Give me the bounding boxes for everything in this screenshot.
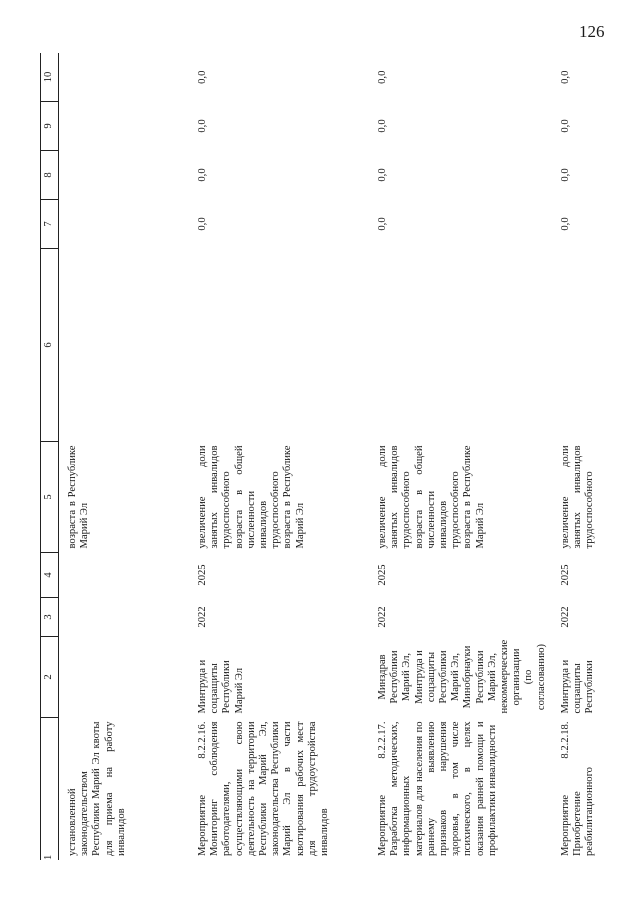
table-row (548, 53, 639, 860)
cell-col-8 (59, 151, 186, 200)
header-col-2: 2 (41, 637, 59, 718)
cell-result: возраста в Республике Марий Эл (67, 445, 91, 549)
cell-col-8: 0,0 (197, 168, 208, 182)
cell-col-10 (59, 53, 186, 102)
cell-start-year (59, 598, 186, 637)
header-col-9: 9 (41, 102, 59, 151)
cell-col-9: 0,0 (197, 119, 208, 133)
cell-end-year (59, 553, 186, 598)
table-row (365, 53, 548, 860)
cell-col-6 (365, 249, 548, 442)
cell-end-year: 2025 (559, 564, 571, 586)
cell-executor (59, 637, 186, 718)
cell-activity: Мероприятие 8.2.2.16. Мониторинг соблюдения работодателями, осуществляющими свою деятельность на территории Республики Марий Эл, законодательства Республики Марий Эл в части квотирования рабочих мест для трудоустройства инвалидов (197, 721, 331, 856)
header-col-3: 3 (41, 598, 59, 637)
cell-col-9: 0,0 (559, 119, 571, 133)
cell-executor: Минтруда и соцзащиты Республики (559, 659, 596, 714)
page-number: 126 (579, 22, 605, 41)
header-col-8: 8 (41, 151, 59, 200)
table-row (59, 53, 186, 860)
cell-col-6 (185, 249, 365, 442)
cell-col-10: 0,0 (197, 70, 208, 84)
cell-col-7: 0,0 (197, 217, 208, 231)
cell-col-9: 0,0 (377, 119, 388, 133)
cell-col-10: 0,0 (377, 70, 388, 84)
header-row (41, 53, 59, 860)
header-col-10: 10 (41, 53, 59, 102)
rotated-table-container (40, 60, 620, 860)
cell-col-6 (59, 249, 186, 442)
cell-start-year: 2022 (377, 606, 388, 628)
cell-col-7: 0,0 (559, 217, 571, 231)
cell-start-year: 2022 (559, 606, 571, 628)
cell-end-year: 2025 (197, 564, 208, 586)
header-col-4: 4 (41, 553, 59, 598)
cell-col-6 (548, 249, 639, 442)
cell-end-year: 2025 (377, 564, 388, 586)
header-col-7: 7 (41, 200, 59, 249)
cell-result: увеличение доли занятых инвалидов трудоспособного возраста в общей численности инвалидов трудоспособного возраста в Республике Марий Эл (197, 445, 306, 549)
cell-result: увеличение доли занятых инвалидов трудоспособного возраста в общей численности инвалидов трудоспособного возраста в Республике Марий Эл (377, 445, 486, 549)
cell-activity: Мероприятие 8.2.2.18. Приобретение реабилитационного (559, 721, 596, 856)
program-table (40, 53, 639, 860)
table-row (185, 53, 365, 860)
header-col-1: 1 (41, 718, 59, 861)
cell-activity: Мероприятие 8.2.2.17. Разработка методических, информационных материалов для населения по раннему выявлению признаков нарушения здоровья, в том числе психического, в целях оказания ранней помощи и профилактики инвалидности (377, 721, 498, 856)
cell-col-7 (59, 200, 186, 249)
cell-executor: Минздрав Республики Марий Эл, Минтруда и соцзащиты Республики Марий Эл, Минобрнауки Республики Марий Эл, некоммерческие организации (по согласованию) (377, 639, 547, 714)
cell-result: увеличение доли занятых инвалидов трудоспособного (559, 445, 596, 549)
header-col-6: 6 (41, 249, 59, 442)
table-header (41, 53, 59, 860)
cell-col-10: 0,0 (559, 70, 571, 84)
header-col-5: 5 (41, 442, 59, 553)
cell-col-9 (59, 102, 186, 151)
cell-executor: Минтруда и соцзащиты Республики Марий Эл (197, 659, 245, 714)
cell-col-8: 0,0 (559, 168, 571, 182)
cell-col-7: 0,0 (377, 217, 388, 231)
cell-col-8: 0,0 (377, 168, 388, 182)
cell-start-year: 2022 (197, 606, 208, 628)
table-body (59, 53, 639, 860)
cell-activity: установленной законодательством Республики Марий Эл квоты для приема на работу инвалидов (67, 721, 127, 856)
